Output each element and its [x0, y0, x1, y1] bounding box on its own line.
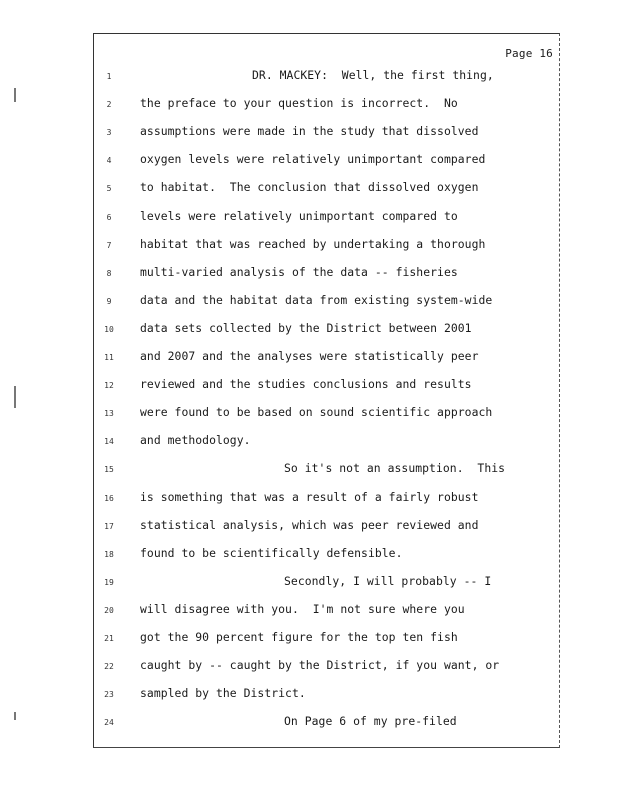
scan-margin-mark: [14, 386, 16, 408]
transcript-line: [94, 516, 559, 536]
line-number: 24: [104, 718, 114, 728]
line-text: So it's not an assumption. This: [284, 461, 506, 476]
line-text: and 2007 and the analyses were statistically peer: [140, 349, 479, 363]
line-text: On Page 6 of my pre-filed: [284, 714, 457, 729]
line-number: 23: [104, 690, 114, 700]
line-text: levels were relatively unimportant compared to: [140, 208, 458, 223]
line-number: 13: [104, 409, 114, 419]
transcript-line: [94, 347, 559, 367]
transcript-line: [94, 628, 559, 648]
line-text: will disagree with you. I'm not sure where you: [140, 601, 465, 616]
line-text: to habitat. The conclusion that dissolved oxygen: [140, 180, 479, 195]
line-number: 7: [106, 240, 112, 250]
transcript-line: [94, 263, 559, 283]
transcript-line: [94, 150, 559, 170]
line-number: 9: [106, 296, 112, 306]
transcript-line: [94, 178, 559, 198]
scan-margin-mark: [14, 712, 16, 720]
line-number: 17: [104, 521, 114, 531]
line-number: 20: [104, 605, 114, 615]
transcript-line: [94, 431, 559, 451]
line-text: and methodology.: [140, 433, 251, 448]
line-number: 4: [106, 156, 112, 166]
transcript-line: [94, 291, 559, 311]
line-number: 16: [104, 493, 114, 503]
line-text: multi-varied analysis of the data -- fisheries: [140, 264, 458, 279]
transcript-line: [94, 459, 559, 479]
line-text: the preface to your question is incorrect. No: [140, 96, 458, 111]
transcript-line: [94, 600, 559, 620]
line-number: 11: [104, 353, 114, 362]
line-text: assumptions were made in the study that dissolved: [140, 124, 479, 139]
page-number: Page 16: [505, 47, 553, 60]
line-text: is something that was a result of a fairly robust: [140, 489, 479, 504]
scan-margin-mark: [14, 88, 16, 102]
line-number: 21: [104, 634, 114, 643]
transcript-line: [94, 712, 559, 732]
line-text: oxygen levels were relatively unimportant compared: [140, 152, 486, 167]
line-number: 15: [104, 465, 114, 475]
line-number: 2: [106, 100, 112, 110]
line-text: got the 90 percent figure for the top ten fish: [140, 630, 458, 644]
line-number: 18: [104, 549, 114, 559]
line-number: 19: [104, 577, 114, 587]
line-number: 10: [104, 324, 114, 334]
transcript-line: [94, 572, 559, 592]
transcript-line: [94, 94, 559, 114]
transcript-line: [94, 656, 559, 676]
line-number: 6: [106, 212, 112, 222]
transcript-page: [93, 33, 560, 748]
line-text: DR. MACKEY: Well, the first thing,: [252, 68, 494, 82]
line-number: 22: [104, 662, 114, 672]
line-text: data and the habitat data from existing system-wide: [140, 292, 493, 307]
line-text: reviewed and the studies conclusions and results: [140, 377, 472, 392]
line-text: statistical analysis, which was peer reviewed and: [140, 517, 479, 532]
transcript-line: [94, 66, 559, 86]
line-number: 8: [106, 268, 112, 278]
line-number: 3: [106, 128, 112, 138]
line-text: Secondly, I will probably -- I: [284, 573, 492, 588]
transcript-line: [94, 207, 559, 227]
line-text: habitat that was reached by undertaking a thorough: [140, 236, 486, 251]
transcript-line: [94, 122, 559, 142]
transcript-line: [94, 684, 559, 704]
line-number: 1: [106, 72, 112, 81]
transcript-line: [94, 488, 559, 508]
line-text: caught by -- caught by the District, if you want, or: [140, 658, 500, 673]
transcript-line: [94, 544, 559, 564]
line-number: 14: [104, 437, 114, 447]
line-number: 5: [106, 184, 112, 194]
transcript-line: [94, 403, 559, 423]
line-number: 12: [104, 381, 114, 391]
line-text: data sets collected by the District between 2001: [140, 320, 472, 335]
line-text: were found to be based on sound scientific approach: [140, 405, 493, 420]
line-text: sampled by the District.: [140, 686, 306, 701]
transcript-line: [94, 375, 559, 395]
transcript-line: [94, 319, 559, 339]
line-text: found to be scientifically defensible.: [140, 545, 403, 560]
transcript-line: [94, 235, 559, 255]
